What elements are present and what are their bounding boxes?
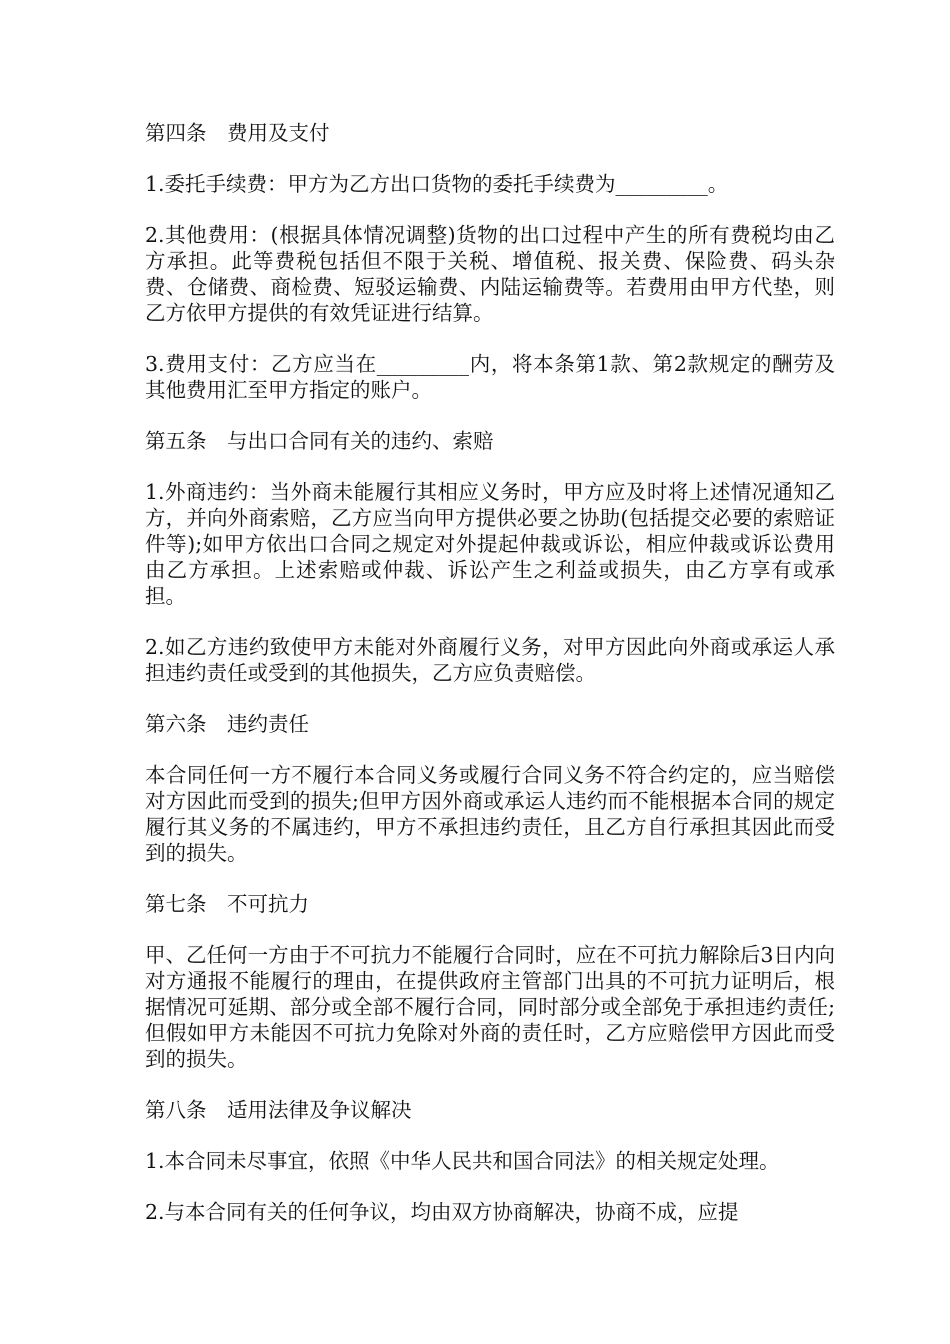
paragraph-dispute-resolution: 2.与本合同有关的任何争议，均由双方协商解决，协商不成，应提 [145, 1200, 739, 1224]
paragraph-applicable-law: 1.本合同未尽事宜，依照《中华人民共和国合同法》的相关规定处理。 [145, 1149, 780, 1173]
paragraph-commission-fee: 1.委托手续费：甲方为乙方出口货物的委托手续费为_________。 [145, 172, 729, 196]
paragraph-other-fees: 2.其他费用：(根据具体情况调整)货物的出口过程中产生的所有费税均由乙方承担。此等费税包括但不限于关税、增值税、报关费、保险费、码头杂费、仓储费、商检费、短驳运输费、内陆运输费等。若费用由甲方代垫，则乙方依甲方提供的有效凭证进行结算。 [145, 223, 835, 325]
paragraph-fee-payment: 3.费用支付：乙方应当在_________内，将本条第1款、第2款规定的酬劳及其他费用汇至甲方指定的账户。 [145, 352, 835, 402]
document-body [145, 120, 835, 1250]
paragraph-foreign-breach: 1.外商违约：当外商未能履行其相应义务时，甲方应及时将上述情况通知乙方，并向外商索赔，乙方应当向甲方提供必要之协助(包括提交必要的索赔证件等);如甲方依出口合同之规定对外提起仲裁或诉讼，相应仲裁或诉讼费用由乙方承担。上述索赔或仲裁、诉讼产生之利益或损失，由乙方享有或承担。 [145, 480, 835, 608]
paragraph-force-majeure: 甲、乙任何一方由于不可抗力不能履行合同时，应在不可抗力解除后3日内向对方通报不能履行的理由，在提供政府主管部门出具的不可抗力证明后，根据情况可延期、部分或全部不履行合同，同时部分或全部免于承担违约责任;但假如甲方未能因不可抗力免除对外商的责任时，乙方应赔偿甲方因此而受到的损失。 [145, 943, 835, 1071]
paragraph-party-b-breach: 2.如乙方违约致使甲方未能对外商履行义务，对甲方因此向外商或承运人承担违约责任或受到的其他损失，乙方应负责赔偿。 [145, 635, 835, 685]
section-heading-article-4: 第四条 费用及支付 [145, 121, 330, 145]
section-heading-article-8: 第八条 适用法律及争议解决 [145, 1098, 412, 1122]
section-heading-article-6: 第六条 违约责任 [145, 712, 309, 736]
paragraph-liability: 本合同任何一方不履行本合同义务或履行合同义务不符合约定的，应当赔偿对方因此而受到的损失;但甲方因外商或承运人违约而不能根据本合同的规定履行其义务的不属违约，甲方不承担违约责任，且乙方自行承担其因此而受到的损失。 [145, 763, 835, 865]
section-heading-article-5: 第五条 与出口合同有关的违约、索赔 [145, 429, 494, 453]
section-heading-article-7: 第七条 不可抗力 [145, 892, 309, 916]
